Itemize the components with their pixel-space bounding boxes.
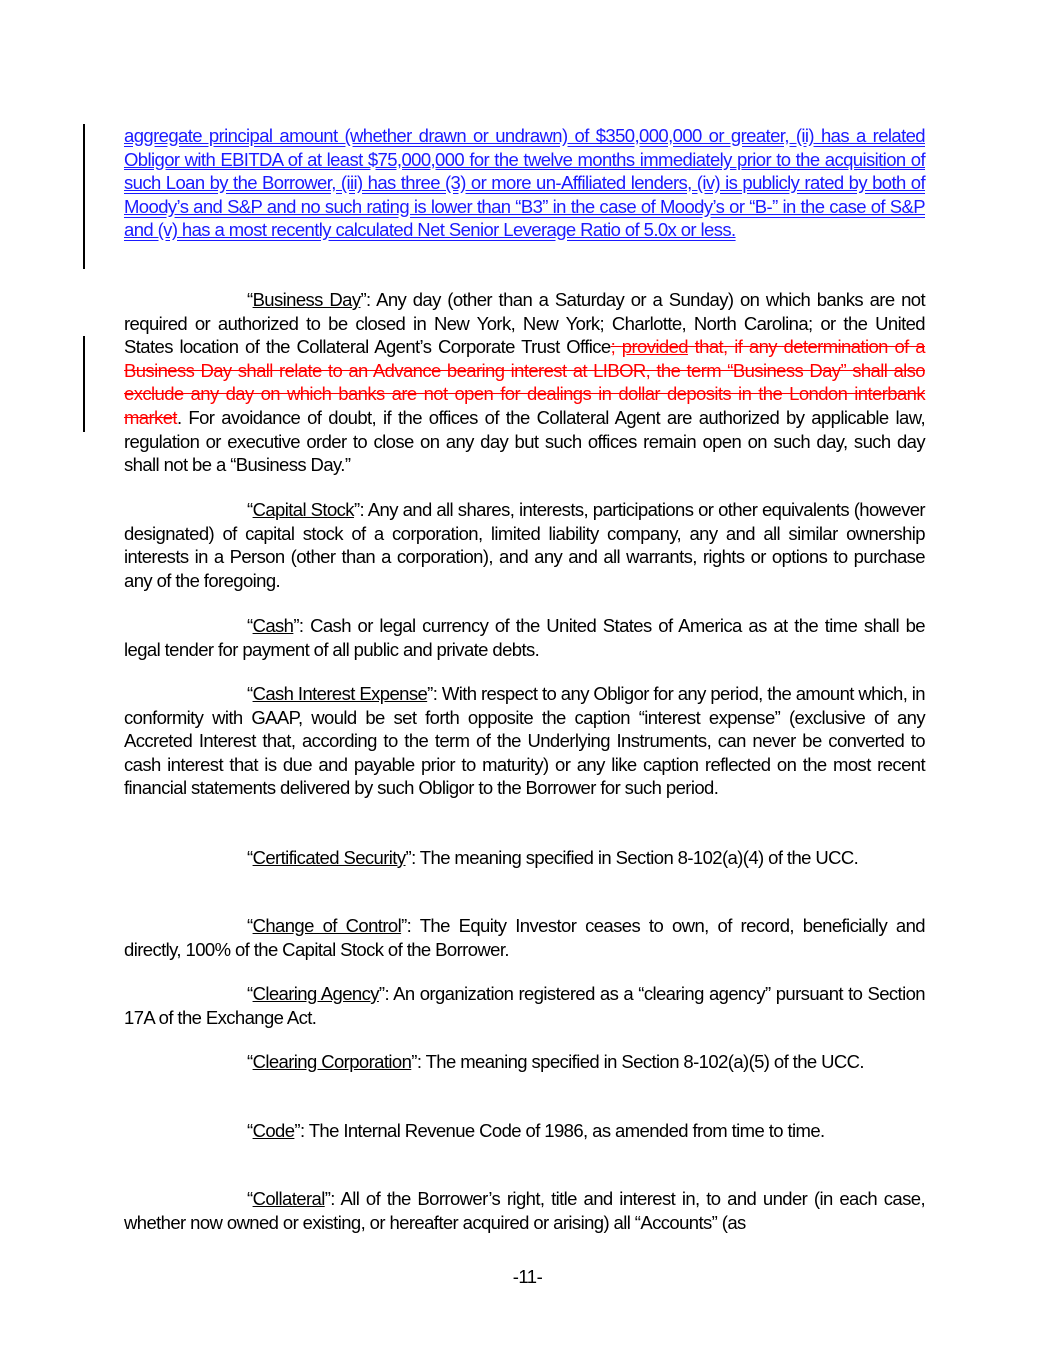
deleted-text: ; [610,336,622,358]
change-bar [83,336,85,432]
change-bar [83,124,85,269]
quote: ” [293,615,299,636]
definition-text: : Any day (other than a Saturday or a Sunday) on which banks are not required or authorized to be closed in New York, New York; Charlotte, North Carolina; or the United States location of the Collateral Agent’s Corporate Trust Office [124,289,925,358]
definition-text: : The Equity Investor ceases to own, of record, beneficially and directly, 100% of the Capital Stock of the Borrower. [124,915,925,960]
quote: ” [378,983,385,1004]
defined-term: Certificated Security [252,847,406,868]
defined-term: Cash [252,615,294,636]
quote: “ [247,1051,253,1072]
quote: ” [401,915,407,936]
definition-certificated-security [124,846,925,870]
defined-term: Business Day [252,289,361,310]
inserted-paragraph [124,124,925,242]
deleted-text: that, if any determination of a Business Day shall relate to an Advance bearing interest at LIBOR, the term “Business Day” shall also exclude any day on which banks are not open for dealings in dollar deposits in the London interbank market [124,336,925,428]
defined-term: Change of Control [252,915,402,936]
definition-text: : The meaning specified in Section 8-102(a)(4) of the UCC. [411,847,859,868]
quote: ” [324,1188,331,1209]
definition-text: : The Internal Revenue Code of 1986, as amended from time to time. [299,1120,825,1141]
definition-clearing-corporation [124,1050,925,1074]
definition-code [124,1119,925,1143]
defined-term: Cash Interest Expense [252,683,428,704]
quote: “ [247,615,253,636]
definition-clearing-agency [124,982,925,1029]
defined-term: Code [252,1120,295,1141]
quote: ” [360,289,367,310]
quote: ” [353,499,360,520]
quote: “ [247,499,253,520]
defined-term: Clearing Corporation [252,1051,412,1072]
quote: “ [247,1188,253,1209]
quote: “ [247,1120,253,1141]
quote: ” [294,1120,300,1141]
definition-capital-stock [124,498,925,592]
inserted-text: aggregate principal amount (whether drawn or undrawn) of $350,000,000 or greater, (ii) has a related Obligor with EBITDA of at least $75,000,000 for the twelve months immediately prior to the acquisition of such Loan by the Borrower, (iii) has three (3) or more un-Affiliated lenders, (iv) is publicly rated by both of Moody’s and S&P and no such rating is lower than “B3” in the case of Moody’s or “B-” in the case of S&P and (v) has a most recently calculated Net Senior Leverage Ratio of 5.0x or less. [124,125,925,241]
deleted-text: provided [621,336,688,358]
definition-text: : An organization registered as a “clearing agency” pursuant to Section 17A of the Exchange Act. [124,983,925,1028]
quote: ” [411,1051,417,1072]
definition-text: : With respect to any Obligor for any period, the amount which, in conformity with GAAP, would be set forth opposite the caption “interest expense” (exclusive of any Accreted Interest that, according to the term of the Underlying Instruments, can never be converted to cash interest that is due and payable prior to maturity) or any like caption reflected on the most recent financial statements delivered by such Obligor to the Borrower for such period. [124,683,925,799]
definition-text: : The meaning specified in Section 8-102(a)(5) of the UCC. [416,1051,864,1072]
definition-text: . For avoidance of doubt, if the offices of the Collateral Agent are authorized by applicable law, regulation or executive order to close on any day but such offices remain open on such day, such day shall not be a “Business Day.” [124,406,925,476]
quote: ” [405,847,412,868]
quote: “ [247,983,253,1004]
defined-term: Capital Stock [252,499,354,520]
definition-business-day [124,288,925,477]
definition-text: : Cash or legal currency of the United States of America as at the time shall be legal tender for payment of all public and private debts. [124,615,925,660]
definition-cash [124,614,925,661]
quote: ” [427,683,433,704]
quote: “ [247,289,253,310]
defined-term: Clearing Agency [252,983,379,1004]
quote: “ [247,847,253,868]
definition-collateral [124,1187,925,1234]
quote: “ [247,683,253,704]
quote: “ [247,915,253,936]
definition-text: : All of the Borrower’s right, title and interest in, to and under (in each case, whether now owned or existing, or hereafter acquired or arising) all “Accounts” (as [124,1188,925,1233]
defined-term: Collateral [252,1188,325,1209]
definition-text: : Any and all shares, interests, participations or other equivalents (however designated) of capital stock of a corporation, limited liability company, any and all similar ownership interests in a Person (other than a corporation), and any and all warrants, rights or options to purchase any of the foregoing. [124,499,925,591]
page-number: -11- [512,1266,543,1287]
definition-change-of-control [124,914,925,961]
definition-cash-interest-expense [124,682,925,800]
